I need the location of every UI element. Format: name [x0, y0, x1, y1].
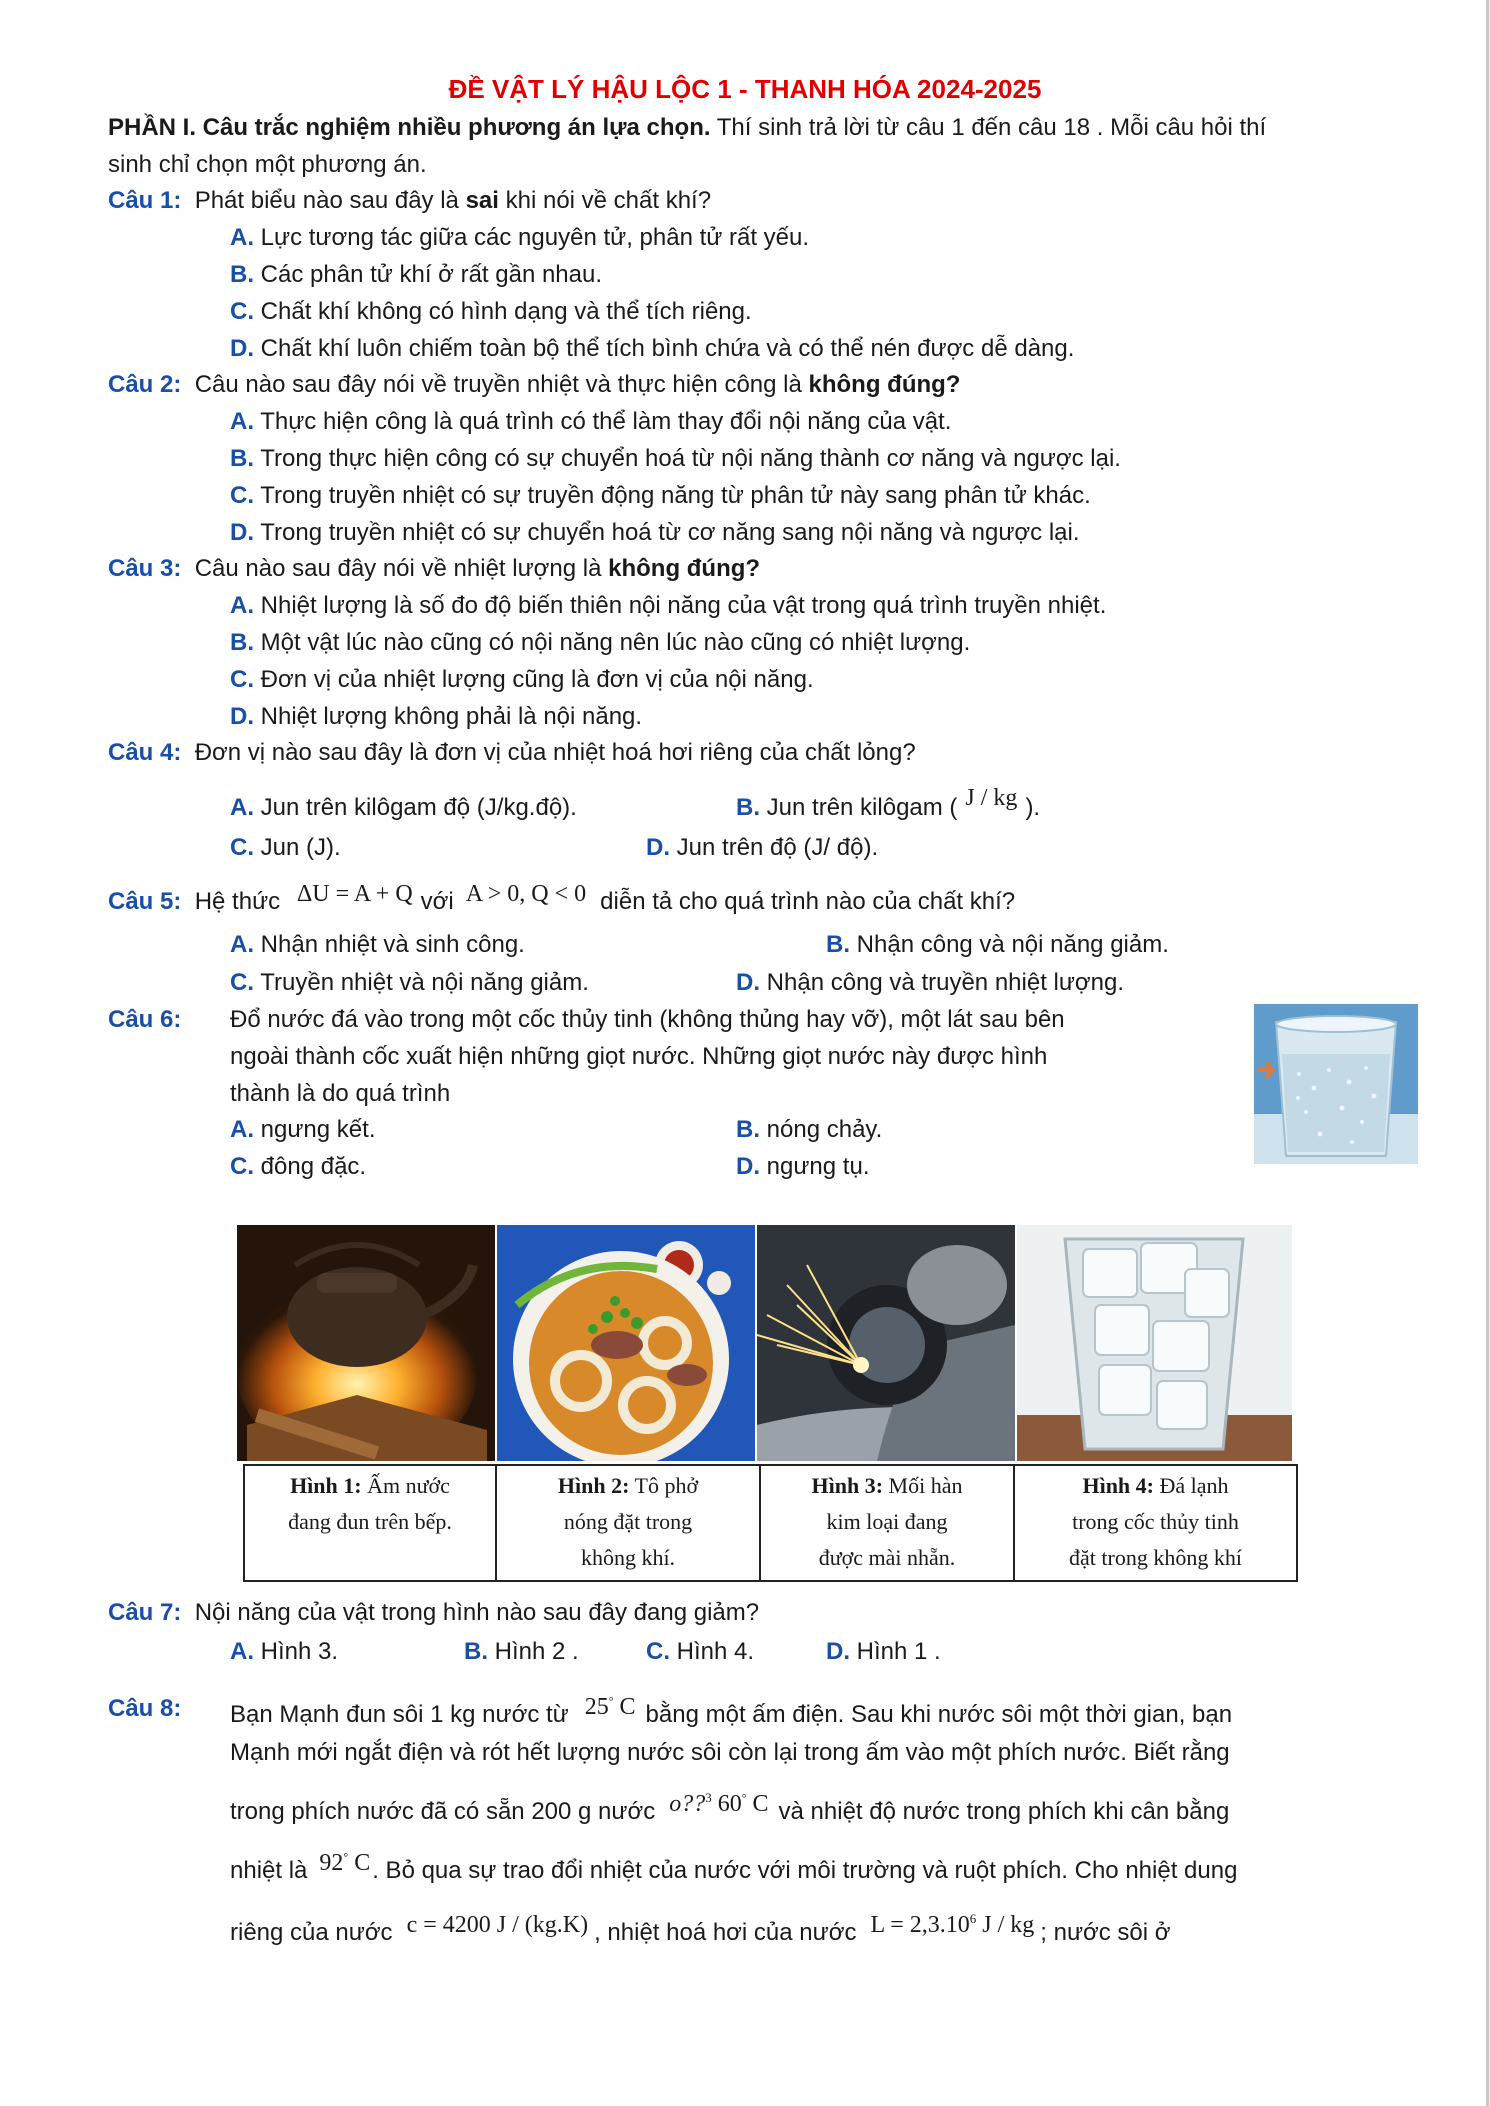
- option-letter: C.: [230, 1153, 254, 1180]
- q1-text-b: khi nói về chất khí?: [498, 187, 712, 214]
- figure-1-caption-l1: Ấm nước: [361, 1473, 450, 1498]
- q8-label: Câu 8:: [108, 1695, 182, 1722]
- q5-label: Câu 5:: [108, 888, 182, 915]
- q1-label: Câu 1:: [108, 187, 182, 214]
- q2-option-c[interactable]: [230, 481, 1091, 511]
- option-letter: A.: [230, 794, 254, 821]
- figure-2-caption-l3: không khí.: [580, 1545, 676, 1570]
- figure-1-number: Hình 1:: [290, 1473, 362, 1498]
- q8-line-5: [230, 1912, 1171, 1948]
- q5-text-a: Hệ thức: [194, 888, 281, 915]
- q5-option-a[interactable]: [230, 930, 525, 960]
- pho-drawing: [497, 1225, 755, 1461]
- part1-intro-line1: Thí sinh trả lời từ câu 1 đến câu 18 . Mỗi câu hỏi thí: [710, 114, 1267, 141]
- q6-line-2: ngoài thành cốc xuất hiện những giọt nước. Những giọt nước này được hình: [230, 1043, 1048, 1070]
- figure-4-caption-l3: đặt trong không khí: [1069, 1545, 1242, 1570]
- q4-label: Câu 4:: [108, 739, 182, 766]
- q8-l4b: . Bỏ qua sự trao đổi nhiệt của nước với môi trường và ruột phích. Cho nhiệt dung: [372, 1857, 1238, 1884]
- option-letter: D.: [230, 335, 254, 362]
- q1-option-b[interactable]: [230, 260, 602, 290]
- kettle-drawing: [237, 1225, 495, 1461]
- option-text: Đơn vị của nhiệt lượng cũng là đơn vị của nội năng.: [260, 666, 814, 693]
- q6-option-d[interactable]: [736, 1152, 869, 1182]
- option-text: Một vật lúc nào cũng có nội năng nên lúc nào cũng có nhiệt lượng.: [260, 629, 971, 656]
- option-letter: D.: [826, 1638, 850, 1665]
- option-text: Hình 3.: [260, 1638, 339, 1665]
- q4-b-formula: J / kg: [965, 785, 1018, 811]
- q5-option-b[interactable]: [826, 930, 1169, 960]
- q1-text-a: Phát biểu nào sau đây là: [194, 187, 466, 214]
- q2-text-bold: không đúng?: [808, 371, 961, 398]
- option-letter: A.: [230, 931, 254, 958]
- figure-2-pho-image: [497, 1225, 755, 1461]
- figure-4-caption: [1013, 1464, 1298, 1582]
- q8-l4a: nhiệt là: [230, 1857, 308, 1884]
- option-letter: C.: [230, 834, 254, 861]
- option-text: Nhận công và nội năng giảm.: [856, 931, 1169, 958]
- figure-3-caption-l3: được mài nhẵn.: [818, 1545, 956, 1570]
- q3-option-b[interactable]: [230, 628, 970, 658]
- q2-option-a[interactable]: [230, 407, 951, 437]
- option-letter: B.: [736, 1116, 760, 1143]
- option-text: Các phân tử khí ở rất gần nhau.: [260, 261, 603, 288]
- q3-text-bold: không đúng?: [608, 555, 761, 582]
- option-letter: C.: [230, 666, 254, 693]
- figure-2-caption: [495, 1464, 761, 1582]
- option-text: Lực tương tác giữa các nguyên tử, phân tử rất yếu.: [260, 224, 810, 251]
- q8-line-2: Mạnh mới ngắt điện và rót hết lượng nước sôi còn lại trong ấm vào một phích nước. Biết rằng: [230, 1739, 1230, 1766]
- option-text: Nhiệt lượng không phải là nội năng.: [260, 703, 643, 730]
- option-text-close: ).: [1025, 794, 1041, 821]
- q8-garbled-text: o??: [669, 1791, 706, 1817]
- figure-3-caption: [759, 1464, 1015, 1582]
- option-letter: B.: [464, 1638, 488, 1665]
- option-letter: D.: [646, 834, 670, 861]
- q8-garbled-formula: o??$^3$ 60° C: [669, 1790, 769, 1817]
- exam-title: ĐỀ VẬT LÝ HẬU LỘC 1 - THANH HÓA 2024-2025: [448, 74, 1042, 104]
- option-letter: D.: [230, 519, 254, 546]
- option-letter: A.: [230, 224, 254, 251]
- figure-4-caption-l2: trong cốc thủy tinh: [1072, 1509, 1239, 1534]
- q4-option-b[interactable]: [736, 785, 1041, 823]
- figure-2-caption-l1: Tô phở: [629, 1473, 699, 1498]
- option-letter: B.: [230, 261, 254, 288]
- welding-drawing: [757, 1225, 1015, 1461]
- option-text: Jun (J).: [260, 834, 341, 861]
- option-letter: C.: [230, 969, 254, 996]
- q8-temp-25-value: 25: [584, 1694, 609, 1720]
- figure-2-number: Hình 2:: [557, 1473, 630, 1498]
- q3-option-d[interactable]: [230, 702, 642, 732]
- option-text: Truyền nhiệt và nội năng giảm.: [260, 969, 589, 996]
- option-text: ngưng tụ.: [766, 1153, 870, 1180]
- option-text: Nhận nhiệt và sinh công.: [260, 931, 525, 958]
- q7-option-b[interactable]: [464, 1637, 579, 1667]
- option-text: Trong truyền nhiệt có sự truyền động năng từ phân tử này sang phân tử khác.: [260, 482, 1091, 509]
- option-letter: A.: [230, 1638, 254, 1665]
- option-text: Chất khí luôn chiếm toàn bộ thể tích bình chứa và có thể nén được dễ dàng.: [260, 335, 1075, 362]
- q8-temp-92: 92° C: [319, 1850, 371, 1876]
- question-7: [108, 1598, 759, 1628]
- figure-1-kettle-image: [237, 1225, 495, 1461]
- option-text: nóng chảy.: [766, 1116, 883, 1143]
- part1-intro-line2: sinh chỉ chọn một phương án.: [108, 151, 427, 178]
- q8-l3b: và nhiệt độ nước trong phích khi cân bằng: [778, 1798, 1230, 1825]
- option-text: Jun trên kilôgam (: [766, 794, 958, 821]
- q6-label: Câu 6:: [108, 1006, 182, 1033]
- q5-formula-2: A > 0, Q < 0: [465, 881, 587, 907]
- q8-latent-heat-formula: $L = 2,3.10^6$ J / kg: [870, 1911, 1035, 1938]
- option-text: Trong truyền nhiệt có sự chuyển hoá từ cơ năng sang nội năng và ngược lại.: [260, 519, 1080, 546]
- q8-l1b: bằng một ấm điện. Sau khi nước sôi một thời gian, bạn: [645, 1701, 1233, 1728]
- q8-latent-heat-value: L = 2,3.10: [870, 1912, 970, 1938]
- q4-text: Đơn vị nào sau đây là đơn vị của nhiệt hoá hơi riêng của chất lỏng?: [194, 739, 916, 766]
- q4-option-a[interactable]: [230, 793, 577, 823]
- option-letter: C.: [230, 298, 254, 325]
- option-letter: B.: [230, 629, 254, 656]
- q5-option-c[interactable]: [230, 968, 589, 998]
- figure-3-welding-image: [757, 1225, 1015, 1461]
- option-letter: C.: [646, 1638, 670, 1665]
- q5-formula-1: ΔU = A + Q: [296, 881, 413, 907]
- q2-label: Câu 2:: [108, 371, 182, 398]
- q7-label: Câu 7:: [108, 1599, 182, 1626]
- question-3: [108, 554, 760, 584]
- q8-l3a: trong phích nước đã có sẵn 200 g nước: [230, 1798, 656, 1825]
- q2-option-b[interactable]: [230, 444, 1121, 474]
- option-text: đông đặc.: [260, 1153, 367, 1180]
- q5-option-d[interactable]: [736, 968, 1124, 998]
- q8-l5c: ; nước sôi ở: [1040, 1919, 1171, 1946]
- q8-specific-heat-formula: c = 4200 J / (kg.K): [406, 1912, 589, 1938]
- q8-temp-25: 25° C: [584, 1694, 636, 1720]
- question-8: [108, 1694, 181, 1724]
- option-letter: A.: [230, 1116, 254, 1143]
- q6-line-1: Đổ nước đá vào trong một cốc thủy tinh (không thủng hay vỡ), một lát sau bên: [230, 1006, 1065, 1033]
- q8-l5a: riêng của nước: [230, 1919, 393, 1946]
- option-letter: D.: [736, 969, 760, 996]
- figure-3-number: Hình 3:: [811, 1473, 884, 1498]
- q3-option-c[interactable]: [230, 665, 814, 695]
- q8-line-1: [230, 1694, 1232, 1730]
- q3-text-a: Câu nào sau đây nói về nhiệt lượng là: [194, 555, 609, 582]
- option-letter: A.: [230, 408, 254, 435]
- q1-text-bold: sai: [465, 187, 499, 214]
- q8-l5b: , nhiệt hoá hơi của nước: [594, 1919, 857, 1946]
- question-1: [108, 186, 711, 216]
- option-text: Thực hiện công là quá trình có thể làm thay đổi nội năng của vật.: [260, 408, 952, 435]
- question-2: [108, 370, 960, 400]
- figure-4-ice-glass-image: [1017, 1225, 1292, 1461]
- q7-option-a[interactable]: [230, 1637, 338, 1667]
- question-6: [108, 1005, 181, 1035]
- option-text: Jun trên kilôgam độ (J/kg.độ).: [260, 794, 577, 821]
- part1-heading: PHẦN I. Câu trắc nghiệm nhiều phương án lựa chọn.: [108, 114, 711, 141]
- cold-glass-image: [1254, 1004, 1418, 1164]
- figure-3-caption-l1: Mối hàn: [883, 1473, 963, 1498]
- q1-option-c[interactable]: [230, 297, 752, 327]
- option-text: Hình 4.: [676, 1638, 755, 1665]
- q8-l1a: Bạn Mạnh đun sôi 1 kg nước từ: [230, 1701, 569, 1728]
- q8-latent-heat-unit: J / kg: [982, 1912, 1035, 1938]
- figure-2-caption-l2: nóng đặt trong: [563, 1509, 693, 1534]
- figure-4-caption-l1: Đá lạnh: [1154, 1473, 1229, 1498]
- option-letter: A.: [230, 592, 254, 619]
- q3-option-a[interactable]: [230, 591, 1106, 621]
- q5-text-b: diễn tả cho quá trình nào của chất khí?: [600, 888, 1016, 915]
- option-letter: B.: [826, 931, 850, 958]
- figure-3-caption-l2: kim loại đang: [826, 1509, 948, 1534]
- option-text: Hình 1 .: [856, 1638, 941, 1665]
- option-text: Chất khí không có hình dạng và thể tích riêng.: [260, 298, 752, 325]
- ice-glass-drawing: [1017, 1225, 1292, 1461]
- option-text: ngưng kết.: [260, 1116, 376, 1143]
- option-text: Jun trên độ (J/ độ).: [676, 834, 879, 861]
- q3-label: Câu 3:: [108, 555, 182, 582]
- q6-line-3: thành là do quá trình: [230, 1080, 451, 1107]
- option-letter: D.: [230, 703, 254, 730]
- option-letter: B.: [736, 794, 760, 821]
- q7-text: Nội năng của vật trong hình nào sau đây đang giảm?: [194, 1599, 760, 1626]
- option-text: Nhiệt lượng là số đo độ biến thiên nội năng của vật trong quá trình truyền nhiệt.: [260, 592, 1107, 619]
- q1-option-a[interactable]: [230, 223, 809, 253]
- option-letter: B.: [230, 445, 254, 472]
- figure-1-caption: [243, 1464, 497, 1582]
- figure-4-number: Hình 4:: [1082, 1473, 1154, 1498]
- q2-text-a: Câu nào sau đây nói về truyền nhiệt và thực hiện công là: [194, 371, 809, 398]
- option-letter: D.: [736, 1153, 760, 1180]
- part1-intro: [108, 113, 1266, 143]
- option-text: Hình 2 .: [494, 1638, 579, 1665]
- q8-temp-92-value: 92: [319, 1850, 344, 1876]
- q4-option-c[interactable]: [230, 833, 341, 863]
- option-letter: C.: [230, 482, 254, 509]
- q2-option-d[interactable]: [230, 518, 1080, 548]
- question-5: [108, 881, 1016, 917]
- figure-1-caption-l2: đang đun trên bếp.: [288, 1509, 452, 1534]
- q7-option-d[interactable]: [826, 1637, 941, 1667]
- q6-option-a[interactable]: [230, 1115, 375, 1145]
- q5-text-with: với: [420, 888, 454, 915]
- q8-line-3: [230, 1791, 1229, 1827]
- q6-option-c[interactable]: [230, 1152, 366, 1182]
- option-text: Trong thực hiện công có sự chuyển hoá từ nội năng thành cơ năng và ngược lại.: [260, 445, 1121, 472]
- q6-option-b[interactable]: [736, 1115, 882, 1145]
- option-text: Nhận công và truyền nhiệt lượng.: [766, 969, 1125, 996]
- q8-line-4: [230, 1850, 1237, 1886]
- q1-option-d[interactable]: [230, 334, 1074, 364]
- q7-option-c[interactable]: [646, 1637, 754, 1667]
- cold-glass-drawing: [1254, 1004, 1418, 1164]
- q4-option-d[interactable]: [646, 833, 878, 863]
- q8-temp-60-value: 60: [717, 1791, 742, 1817]
- question-4: [108, 738, 916, 768]
